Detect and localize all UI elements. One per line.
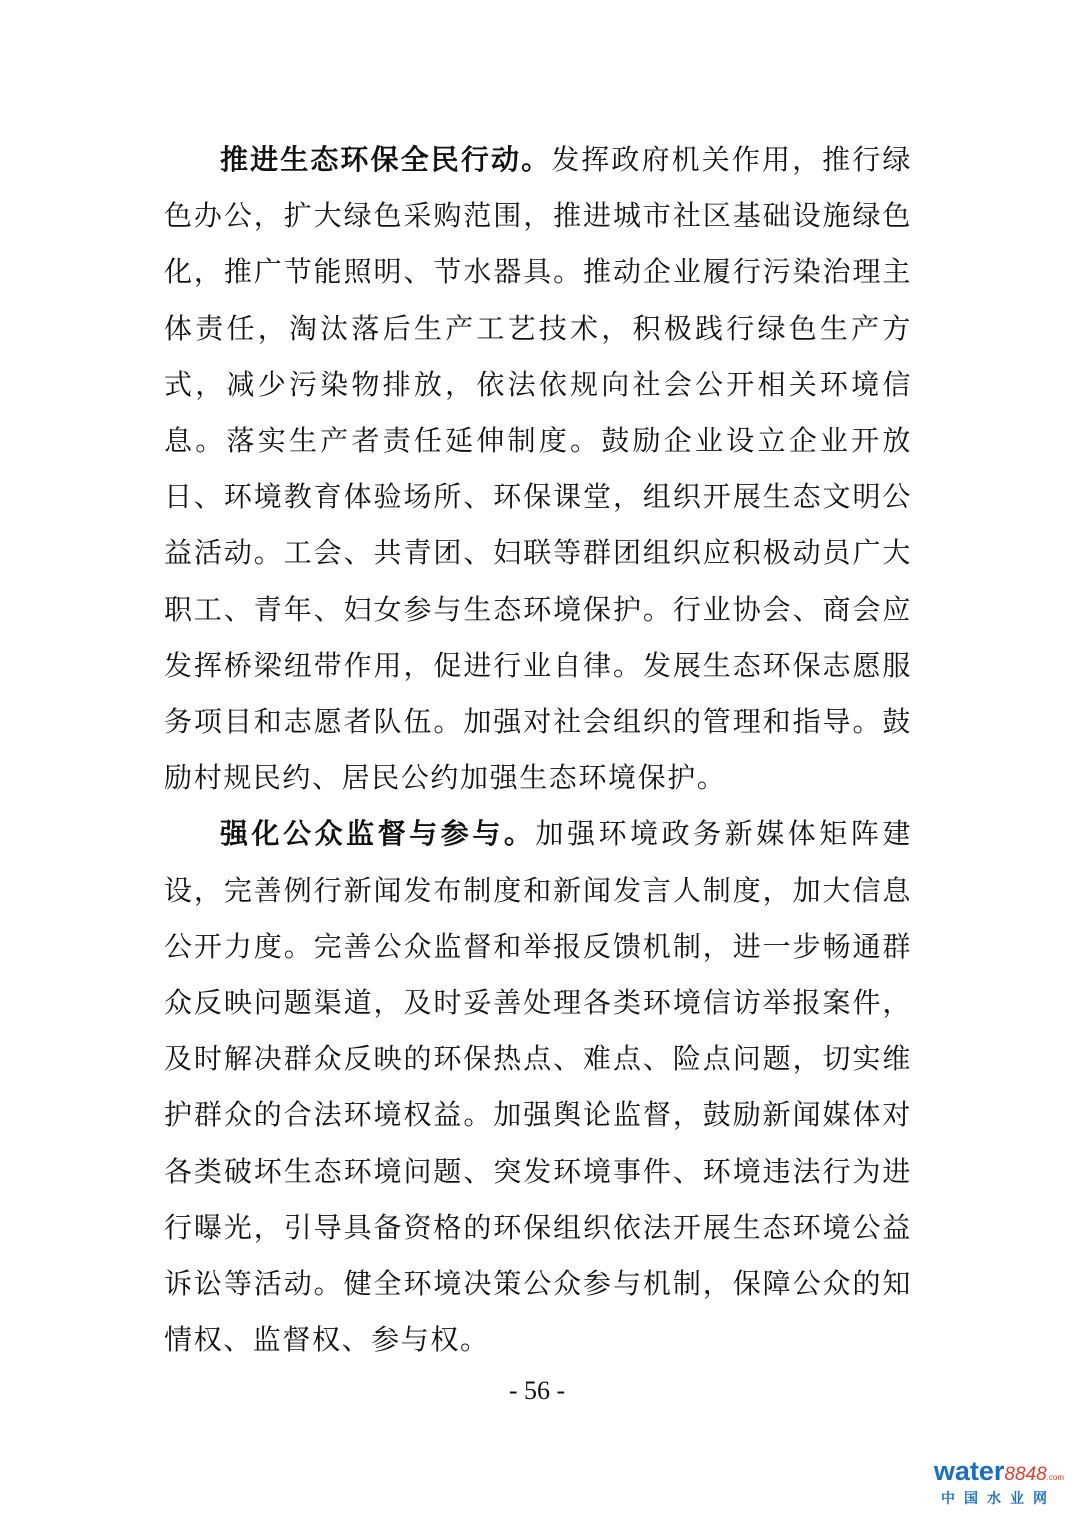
watermark-suffix: .com: [1046, 1473, 1064, 1482]
site-watermark-logo: [924, 1452, 1064, 1512]
paragraph-text: 发挥政府机关作用，推行绿色办公，扩大绿色采购范围，推进城市社区基础设施绿色化，推广节能照明、节水器具。推动企业履行污染治理主体责任，淘汰落后生产工艺技术，积极践行绿色生产方式，减少污染物排放，依法依规向社会公开相关环境信息。落实生产者责任延伸制度。鼓励企业设立企业开放日、环境教育体验场所、环保课堂，组织开展生态文明公益活动。工会、共青团、妇联等群团组织应积极动员广大职工、青年、妇女参与生态环境保护。行业协会、商会应发挥桥梁纽带作用，促进行业自律。发展生态环保志愿服务项目和志愿者队伍。加强对社会组织的管理和指导。鼓励村规民约、居民公约加强生态环境保护。: [164, 143, 912, 795]
watermark-number: 8848: [1004, 1464, 1047, 1485]
watermark-brand: water: [933, 1456, 1005, 1486]
paragraph-heading: 推进生态环保全民行动。: [220, 143, 552, 176]
paragraph-public-supervision: [164, 806, 912, 1368]
page-number: - 56 -: [508, 1376, 566, 1405]
document-body: [164, 132, 912, 1368]
watermark-chinese-name: 中国水业网: [941, 1491, 1056, 1507]
paragraph-heading: 强化公众监督与参与。: [220, 817, 536, 851]
paragraph-text: 加强环境政务新媒体矩阵建设，完善例行新闻发布制度和新闻发言人制度，加大信息公开力度。完善公众监督和举报反馈机制，进一步畅通群众反映问题渠道，及时妥善处理各类环境信访举报案件，及时解决群众反映的环保热点、难点、险点问题，切实维护群众的合法环境权益。加强舆论监督，鼓励新闻媒体对各类破坏生态环境问题、突发环境事件、环境违法行为进行曝光，引导具备资格的环保组织依法开展生态环境公益诉讼等活动。健全环境决策公众参与机制，保障公众的知情权、监督权、参与权。: [164, 817, 912, 1357]
paragraph-ecological-action: [164, 132, 912, 806]
